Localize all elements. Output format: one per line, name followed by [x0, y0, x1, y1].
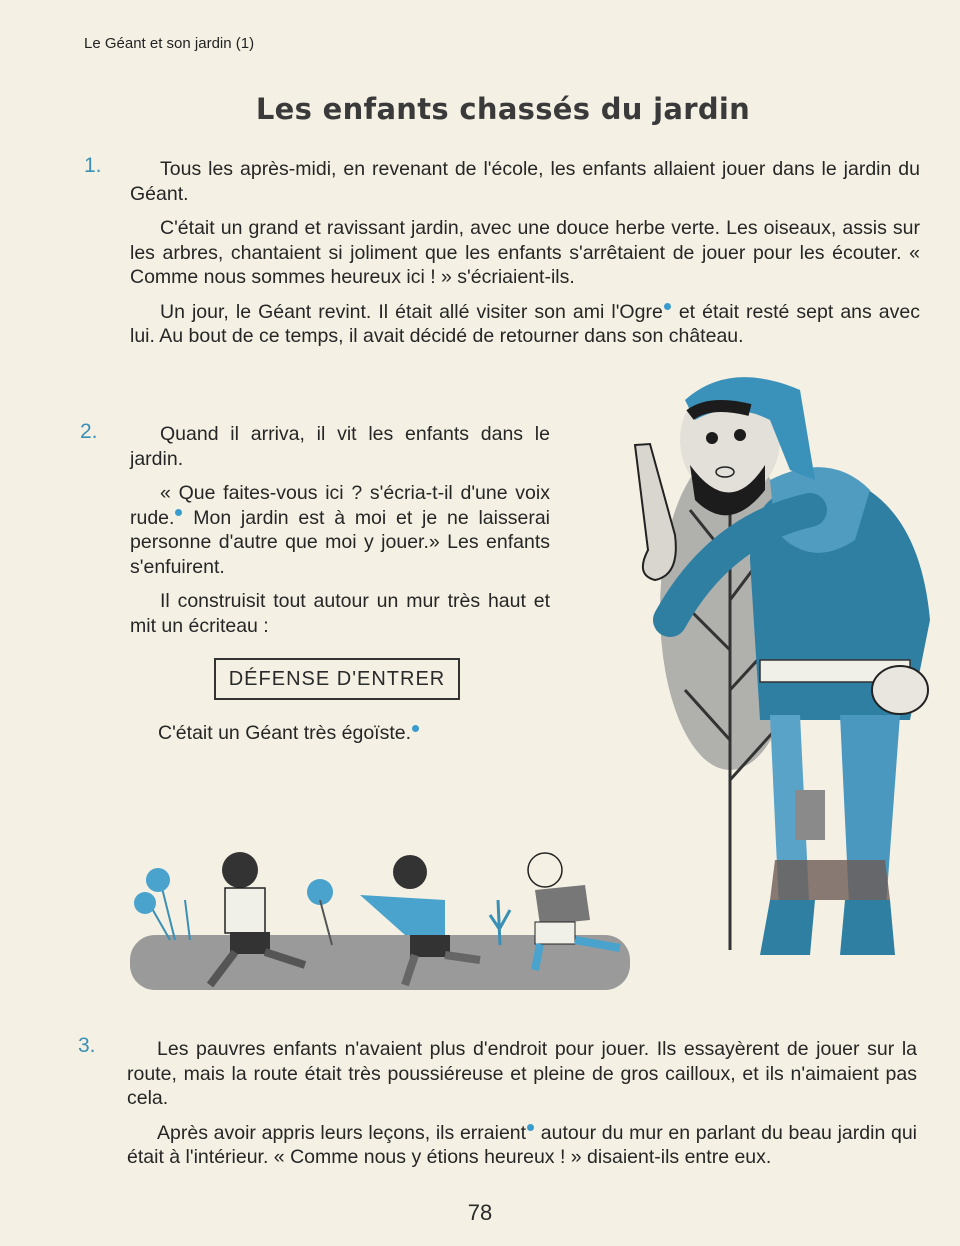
paragraph: Après avoir appris leurs leçons, ils erraient autour du mur en parlant du beau jardin qui était à l'intérieur. « Comme nous y étions heureux ! » disaient-ils entre eux.	[127, 1121, 918, 1168]
flower-icon	[134, 868, 510, 945]
section-number-1: 1.	[84, 154, 102, 177]
paragraph: « Que faites-vous ici ? s'écria-t-il d'une voix rude. Mon jardin est à moi et je ne laisserai personne d'autre que moi y jouer.» Les enfants s'enfuirent.	[130, 482, 550, 578]
glossary-dot-icon	[412, 725, 419, 732]
section-3-text	[127, 1037, 917, 1180]
paragraph: Les pauvres enfants n'avaient plus d'endroit pour jouer. Ils essayèrent de jouer sur la route, mais la route était très poussiéreuse et pleine de gros cailloux, et ils n'aimaient pas cela.	[127, 1038, 917, 1109]
section-2-text	[130, 422, 550, 648]
children-illustration	[120, 840, 640, 1000]
sign-box: DÉFENSE D'ENTRER	[214, 658, 460, 700]
section-number-2: 2.	[80, 420, 98, 443]
closing-line: C'était un Géant très égoïste.	[158, 721, 478, 746]
glossary-dot-icon	[527, 1124, 534, 1131]
page-title: Les enfants chassés du jardin	[255, 92, 751, 126]
glossary-dot-icon	[664, 303, 671, 310]
paragraph: Un jour, le Géant revint. Il était allé visiter son ami l'Ogre et était resté sept ans avec lui. Au bout de ce temps, il avait décidé de retourner dans son château.	[130, 300, 921, 347]
paragraph: Il construisit tout autour un mur très haut et mit un écriteau :	[130, 590, 550, 637]
paragraph: C'était un grand et ravissant jardin, avec une douce herbe verte. Les oiseaux, assis sur les arbres, chantaient si joliment que les enfants s'arrêtaient de jouer pour les écouter. « Comme nous sommes heureux ici ! » s'écriaient-ils.	[130, 217, 920, 288]
giant-illustration	[600, 360, 940, 960]
page-number: 78	[467, 1200, 493, 1225]
running-head: Le Géant et son jardin (1)	[84, 35, 255, 52]
paragraph: Tous les après-midi, en revenant de l'école, les enfants allaient jouer dans le jardin du Géant.	[130, 158, 920, 205]
section-1-text	[130, 157, 920, 359]
glossary-dot-icon	[175, 509, 182, 516]
section-number-3: 3.	[78, 1034, 96, 1057]
paragraph: Quand il arriva, il vit les enfants dans le jardin.	[130, 423, 550, 470]
